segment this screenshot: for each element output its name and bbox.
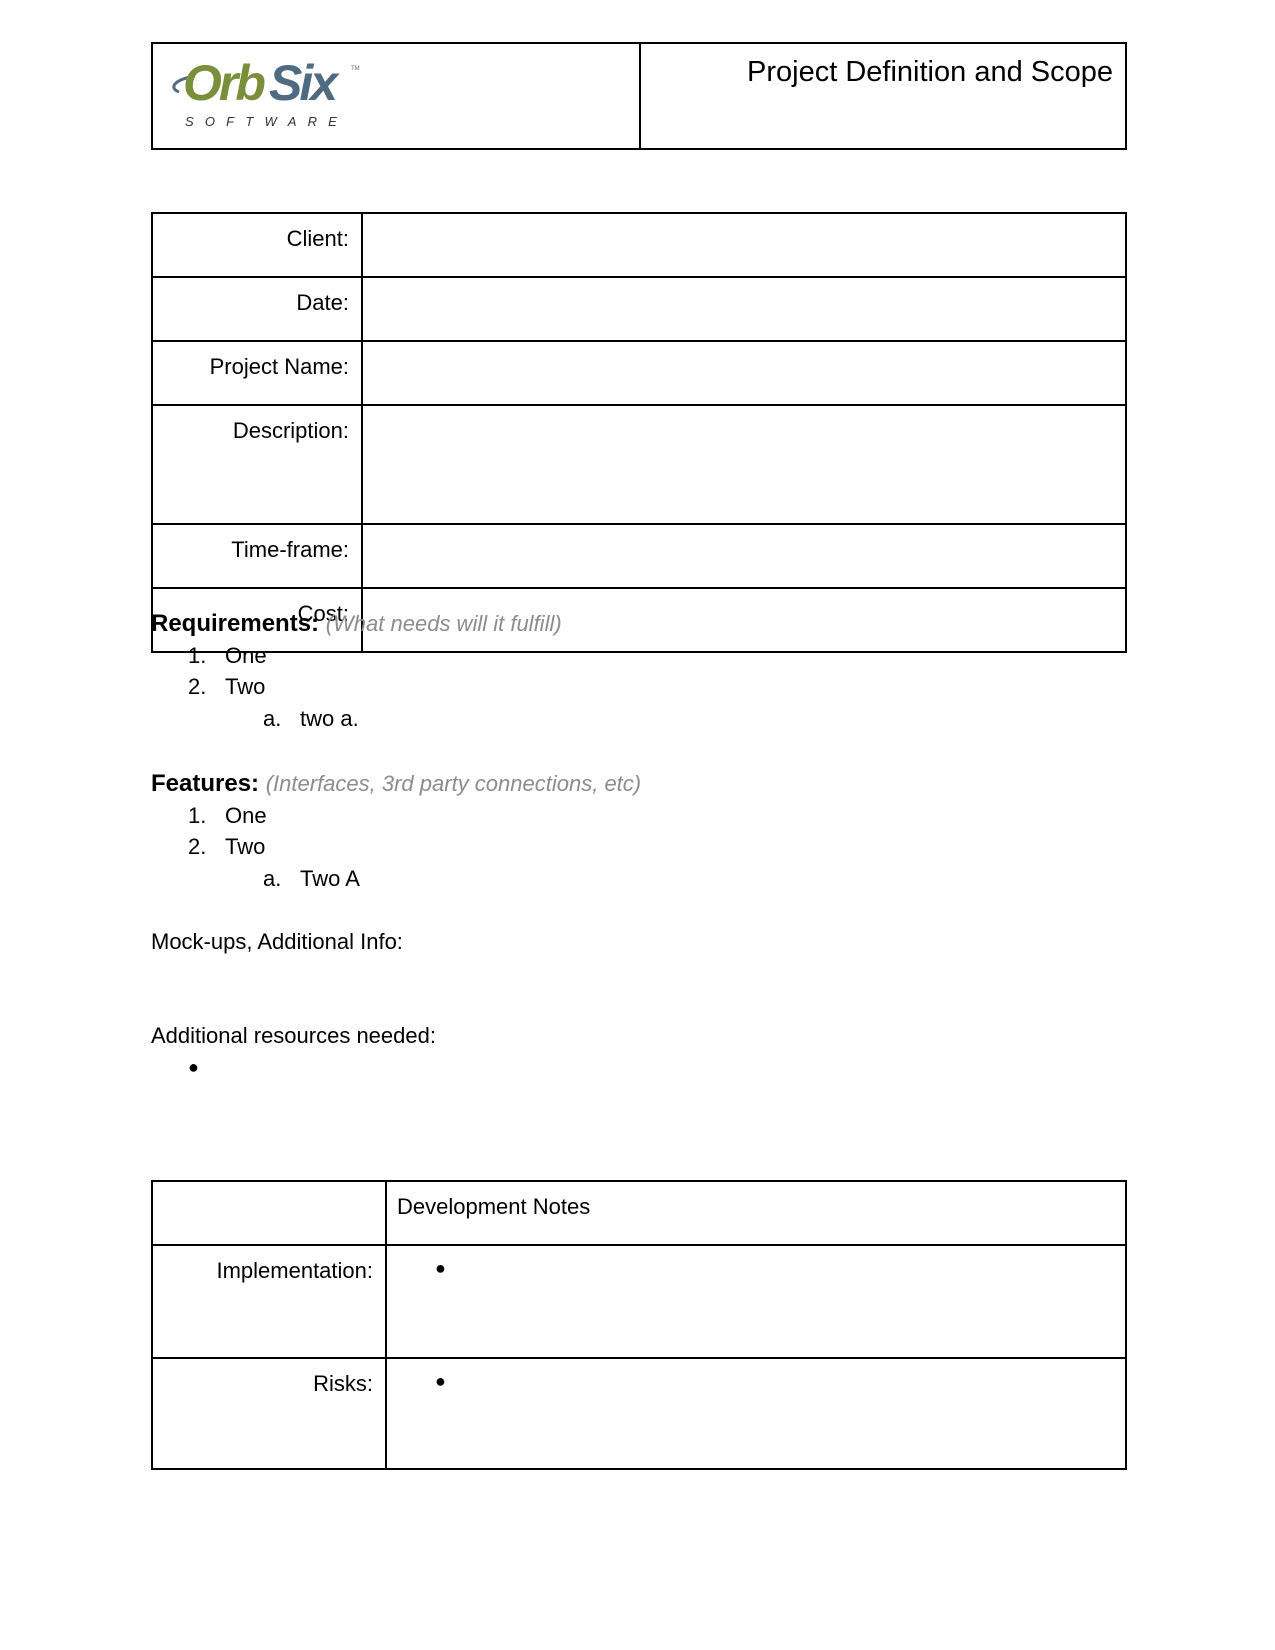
requirements-hint: (What needs will it fulfill) — [325, 611, 562, 636]
features-title: Features: — [151, 770, 260, 797]
timeframe-field[interactable] — [362, 524, 1126, 588]
dev-notes-implementation-row — [152, 1245, 1126, 1358]
requirements-heading — [151, 610, 562, 638]
date-label: Date: — [152, 277, 362, 341]
sub-list-marker: a. — [263, 706, 282, 731]
cost-label: Cost: — [152, 588, 362, 652]
dev-notes-header-row — [152, 1181, 1126, 1245]
logo-cell — [152, 43, 640, 149]
orbsix-logo — [165, 54, 365, 130]
list-number: 2. — [188, 674, 207, 699]
resources-label: Additional resources needed: — [151, 1023, 436, 1048]
orbsix-logo-mark — [165, 54, 365, 114]
implementation-label: Implementation: — [152, 1245, 386, 1358]
risks-label: Risks: — [152, 1358, 386, 1469]
features-heading — [151, 770, 641, 798]
document-title: Project Definition and Scope — [640, 43, 1126, 149]
risks-bullet: ● — [435, 1371, 446, 1391]
resources-bullet: ● — [188, 1057, 199, 1077]
list-item-text: One — [225, 643, 267, 668]
dev-notes-title: Development Notes — [386, 1181, 1126, 1245]
info-row-client — [152, 213, 1126, 277]
list-number: 1. — [188, 643, 207, 668]
development-notes-table — [151, 1180, 1127, 1470]
list-item-text: One — [225, 803, 267, 828]
client-label: Client: — [152, 213, 362, 277]
sub-list-marker: a. — [263, 866, 282, 891]
list-item — [188, 803, 267, 829]
list-item — [188, 643, 267, 669]
client-field[interactable] — [362, 213, 1126, 277]
date-field[interactable] — [362, 277, 1126, 341]
list-number: 2. — [188, 834, 207, 859]
sub-list-item — [263, 866, 360, 892]
timeframe-label: Time-frame: — [152, 524, 362, 588]
sub-list-item-text: two a. — [300, 706, 359, 731]
list-number: 1. — [188, 803, 207, 828]
logo-six-text: Six — [269, 55, 336, 111]
description-field[interactable] — [362, 405, 1126, 524]
info-row-project-name — [152, 341, 1126, 405]
info-row-description — [152, 405, 1126, 524]
risks-field[interactable] — [386, 1358, 1126, 1469]
list-item — [188, 834, 265, 860]
description-label: Description: — [152, 405, 362, 524]
requirements-title: Requirements: — [151, 610, 320, 637]
project-name-label: Project Name: — [152, 341, 362, 405]
implementation-field[interactable] — [386, 1245, 1126, 1358]
logo-orb-text: Orb — [183, 55, 263, 111]
sub-list-item — [263, 706, 359, 732]
mockups-label: Mock-ups, Additional Info: — [151, 929, 403, 954]
implementation-bullet: ● — [435, 1258, 446, 1278]
list-item — [188, 674, 265, 700]
logo-subtext: SOFTWARE — [185, 114, 349, 129]
features-hint: (Interfaces, 3rd party connections, etc) — [265, 771, 642, 796]
dev-notes-corner-cell — [152, 1181, 386, 1245]
sub-list-item-text: Two A — [300, 866, 360, 891]
header-table — [151, 42, 1127, 150]
project-name-field[interactable] — [362, 341, 1126, 405]
list-item-text: Two — [225, 834, 266, 859]
dev-notes-risks-row — [152, 1358, 1126, 1469]
info-row-date — [152, 277, 1126, 341]
project-info-table — [151, 212, 1127, 653]
logo-tm: TM — [351, 66, 360, 72]
list-item-text: Two — [225, 674, 266, 699]
info-row-timeframe — [152, 524, 1126, 588]
